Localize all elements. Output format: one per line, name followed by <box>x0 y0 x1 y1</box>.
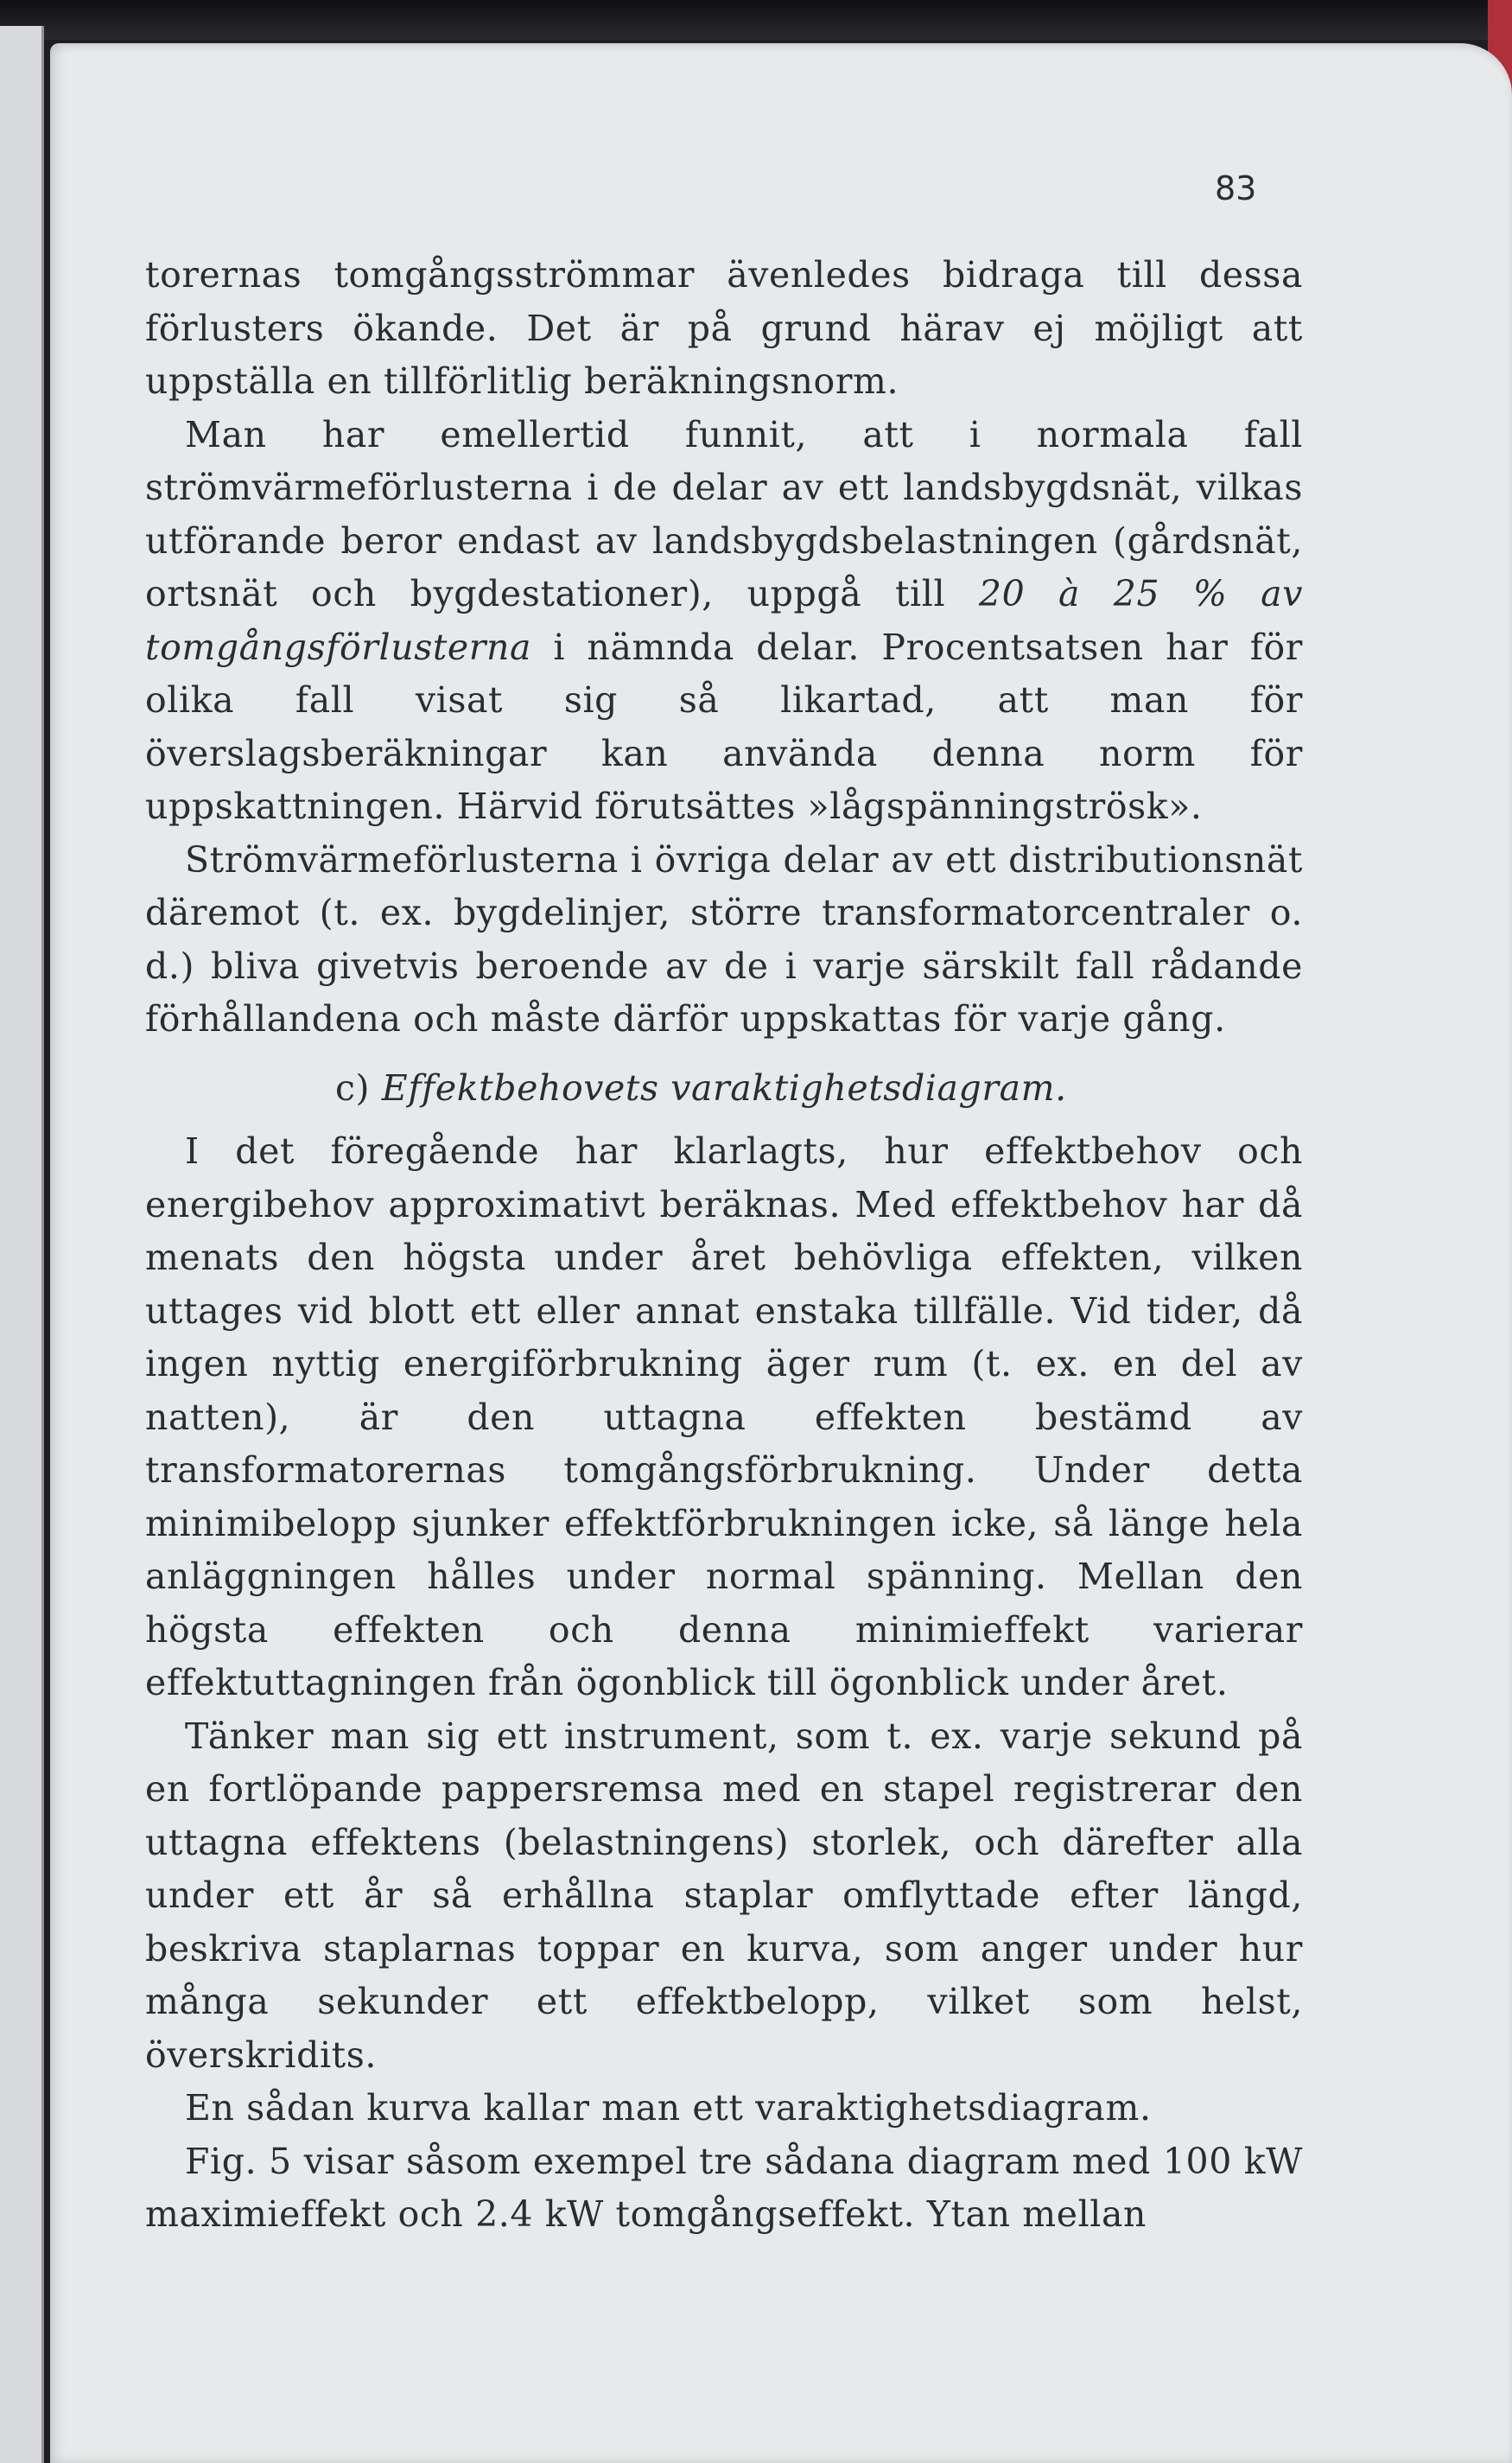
paragraph-3: Strömvärmeförlusterna i övriga delar av ett distributionsnät däremot (t. ex. bygdelinjer, större transformatorcentraler o. d.) bliva givetvis beroende av de i varje särskilt fall rådande förhållandena och måste därför uppskattas för varje gång. <box>145 838 1303 1040</box>
paragraph-2-text-b: i nämnda delar. Procentsatsen har för olika fall visat sig så likartad, att man för överslagsberäkningar kan använda denna norm för uppskattningen. Härvid förutsättes »lågspänningströsk». <box>145 626 1303 827</box>
paragraph-5: Tänker man sig ett instrument, som t. ex. varje sekund på en fortlöpande pappersremsa med en stapel registrerar den uttagna effektens (belastningens) storlek, och därefter alla under ett år så erhållna staplar omflyttade efter längd, beskriva staplarnas toppar en kurva, som anger under hur många sekunder ett effektbelopp, vilket som helst, överskridits. <box>145 1715 1303 2076</box>
page-body <box>145 249 1303 2242</box>
section-heading-label: c) <box>335 1066 382 1109</box>
section-heading <box>145 1062 1303 1116</box>
section-heading-title: Effektbehovets varaktighetsdiagram. <box>381 1066 1067 1109</box>
paragraph-1: torernas tomgångsströmmar ävenledes bidraga till dessa förlusters ökande. Det är på grund härav ej möjligt att uppställa en tillförlitlig beräkningsnorm. <box>145 254 1303 402</box>
paragraph-6: En sådan kurva kallar man ett varaktighetsdiagram. <box>185 2087 1152 2129</box>
paragraph-7: Fig. 5 visar såsom exempel tre sådana diagram med 100 kW maximieffekt och 2.4 kW tomgångseffekt. Ytan mellan <box>145 2140 1303 2235</box>
previous-page-edge <box>0 26 44 2463</box>
paragraph-2-text-a: Man har emellertid funnit, att i normala fall strömvärmeförlusterna i de delar av ett landsbygdsnät, vilkas utförande beror endast av landsbygdsbelastningen (gårdsnät, ortsnät och bygdestationer), uppgå till <box>145 413 1303 614</box>
book-top-edge <box>0 0 1512 40</box>
paragraph-2-emphasis: 20 à 25 % av tomgångsförlusterna <box>145 573 1303 668</box>
paragraph-2 <box>145 409 1303 834</box>
page-number: 83 <box>1215 169 1257 207</box>
paragraph-4: I det föregående har klarlagts, hur effektbehov och energibehov approximativt beräknas. Med effektbehov har då menats den högsta under året behövliga effekten, vilken uttages vid blott ett eller annat enstaka tillfälle. Vid tider, då ingen nyttig energiförbrukning äger rum (t. ex. en del av natten), är den uttagna effekten bestämd av transformatorernas tomgångsförbrukning. Under detta minimibelopp sjunker effektförbrukningen icke, så länge hela anläggningen hålles under normal spänning. Mellan den högsta effekten och denna minimieffekt varierar effektuttagningen från ögonblick till ögonblick under året. <box>145 1130 1303 1703</box>
